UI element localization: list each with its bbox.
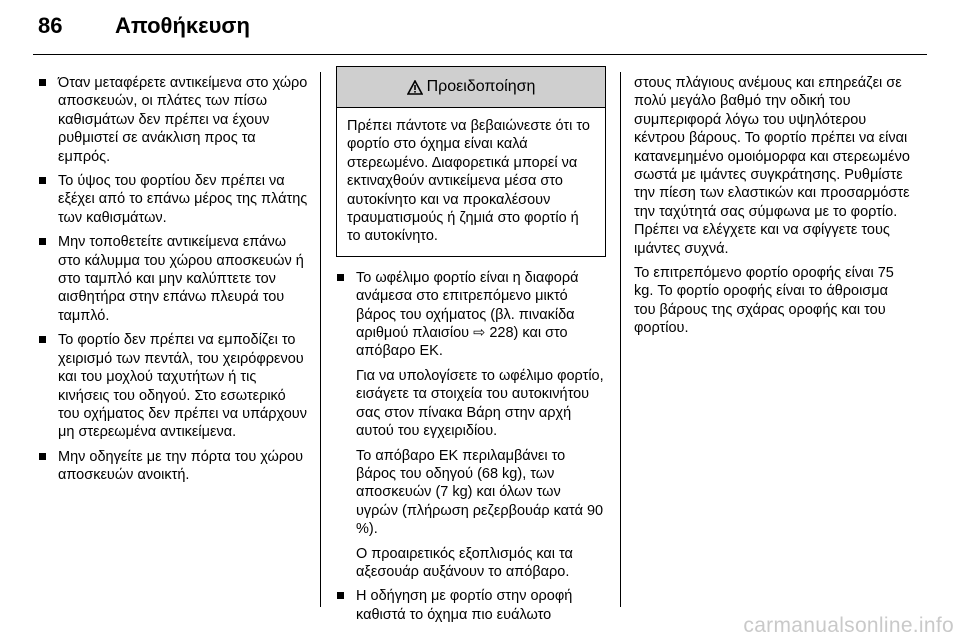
column-3 <box>634 74 910 344</box>
list-item: Το φορτίο δεν πρέπει να εμποδίζει το χειρισμό των πεντάλ, του χειρόφρενου και του μοχλού ταχυτήτων ή τις κινήσεις του οδηγού. Στο εσωτερικό του οχήματος δεν πρέπει να υπάρχουν μη στερεωμένα αντικείμενα. <box>38 331 308 441</box>
page-reference-arrow-icon: ⇨ <box>473 325 486 342</box>
list-item: Όταν μεταφέρετε αντικείμενα στο χώρο αποσκευών, οι πλάτες των πίσω καθισμάτων δεν πρέπει να έχουν ρυθμιστεί σε ανάκλιση προς τα εμπρός. <box>38 74 308 166</box>
list-item: Μην τοποθετείτε αντικείμενα επάνω στο κάλυμμα του χώρου αποσκευών ή στο ταμπλό και μην καλύπτετε τον αισθητήρα στην επάνω πλευρά του ταμπλό. <box>38 233 308 325</box>
list-item: Το ωφέλιμο φορτίο είναι η διαφορά ανάμεσα στο επιτρεπόμενο μικτό βάρος του οχήματος (βλ. πινακίδα αριθμού πλαισίου ⇨ 228) και στο απόβαρο ΕΚ. Για να υπολογίσετε το ωφέλιμο φορτίο, εισάγετε τα στοιχεία του αυτοκινήτου σας στον πίνακα Βάρη στην αρχή αυτού του εγχειριδίου. Το απόβαρο ΕΚ περιλαμβάνει το βάρος του οδηγού (68 kg), των αποσκευών (7 kg) και όλων των υγρών (πλήρωση ρεζερβουάρ κατά 90 %). Ο προαιρετικός εξοπλισμός και τα αξεσουάρ αυξάνουν το απόβαρο. <box>336 269 606 582</box>
list-item: Το ύψος του φορτίου δεν πρέπει να εξέχει από το επάνω μέρος της πλάτης των καθισμάτων. <box>38 172 308 227</box>
list-item: Μην οδηγείτε με την πόρτα του χώρου αποσκευών ανοικτή. <box>38 448 308 485</box>
page-header <box>0 0 960 54</box>
header-divider <box>33 54 927 55</box>
bullet-icon <box>39 453 46 460</box>
watermark: carmanualsonline.info <box>743 614 954 637</box>
page-number: 86 <box>38 13 63 38</box>
page-title: Αποθήκευση <box>115 13 250 38</box>
bullet-icon <box>39 177 46 184</box>
bullet-icon <box>337 592 344 599</box>
list-item: Η οδήγηση με φορτίο στην οροφή καθιστά το όχημα πιο ευάλωτο <box>336 587 606 624</box>
warning-title: Προειδοποίηση <box>426 77 536 95</box>
warning-text: Πρέπει πάντοτε να βεβαιώνεστε ότι το φορτίο στο όχημα είναι καλά στερεωμένο. Διαφορετικά μπορεί να εκτιναχθούν αντικείμενα μέσα στο αυτοκίνητο και να προκαλέσουν τραυματισμούς ή ζημιά στο φορτίο ή το αυτοκίνητο. <box>347 118 590 245</box>
column-1 <box>38 74 308 491</box>
warning-header <box>337 67 605 108</box>
bullet-icon <box>39 238 46 245</box>
column-divider-2 <box>620 72 621 607</box>
paragraph: Το επιτρεπόμενο φορτίο οροφής είναι 75 kg. Το φορτίο οροφής είναι το άθροισμα του βάρους της σχάρας οροφής και του φορτίου. <box>634 265 894 337</box>
column-divider-1 <box>320 72 321 607</box>
bullet-icon <box>337 274 344 281</box>
paragraph: στους πλάγιους ανέμους και επηρεάζει σε πολύ μεγάλο βαθμό την οδική του συμπεριφορά λόγω του υψηλότερου κέντρου βάρους. Το φορτίο πρέπει να είναι κατανεμημένο ομοιόμορφα και στερεωμένο σωστά με ιμάντες συγκράτησης. Ρυθμίστε την πίεση των ελαστικών και προσαρμόστε την ταχύτητά σας σύμφωνα με το φορτίο. Πρέπει να ελέγχετε και να σφίγγετε τους ιμάντες συχνά. <box>634 75 910 257</box>
bullet-icon <box>39 336 46 343</box>
warning-box <box>336 66 606 257</box>
bullet-icon <box>39 79 46 86</box>
warning-triangle-icon <box>407 80 423 95</box>
column-2 <box>336 66 606 630</box>
